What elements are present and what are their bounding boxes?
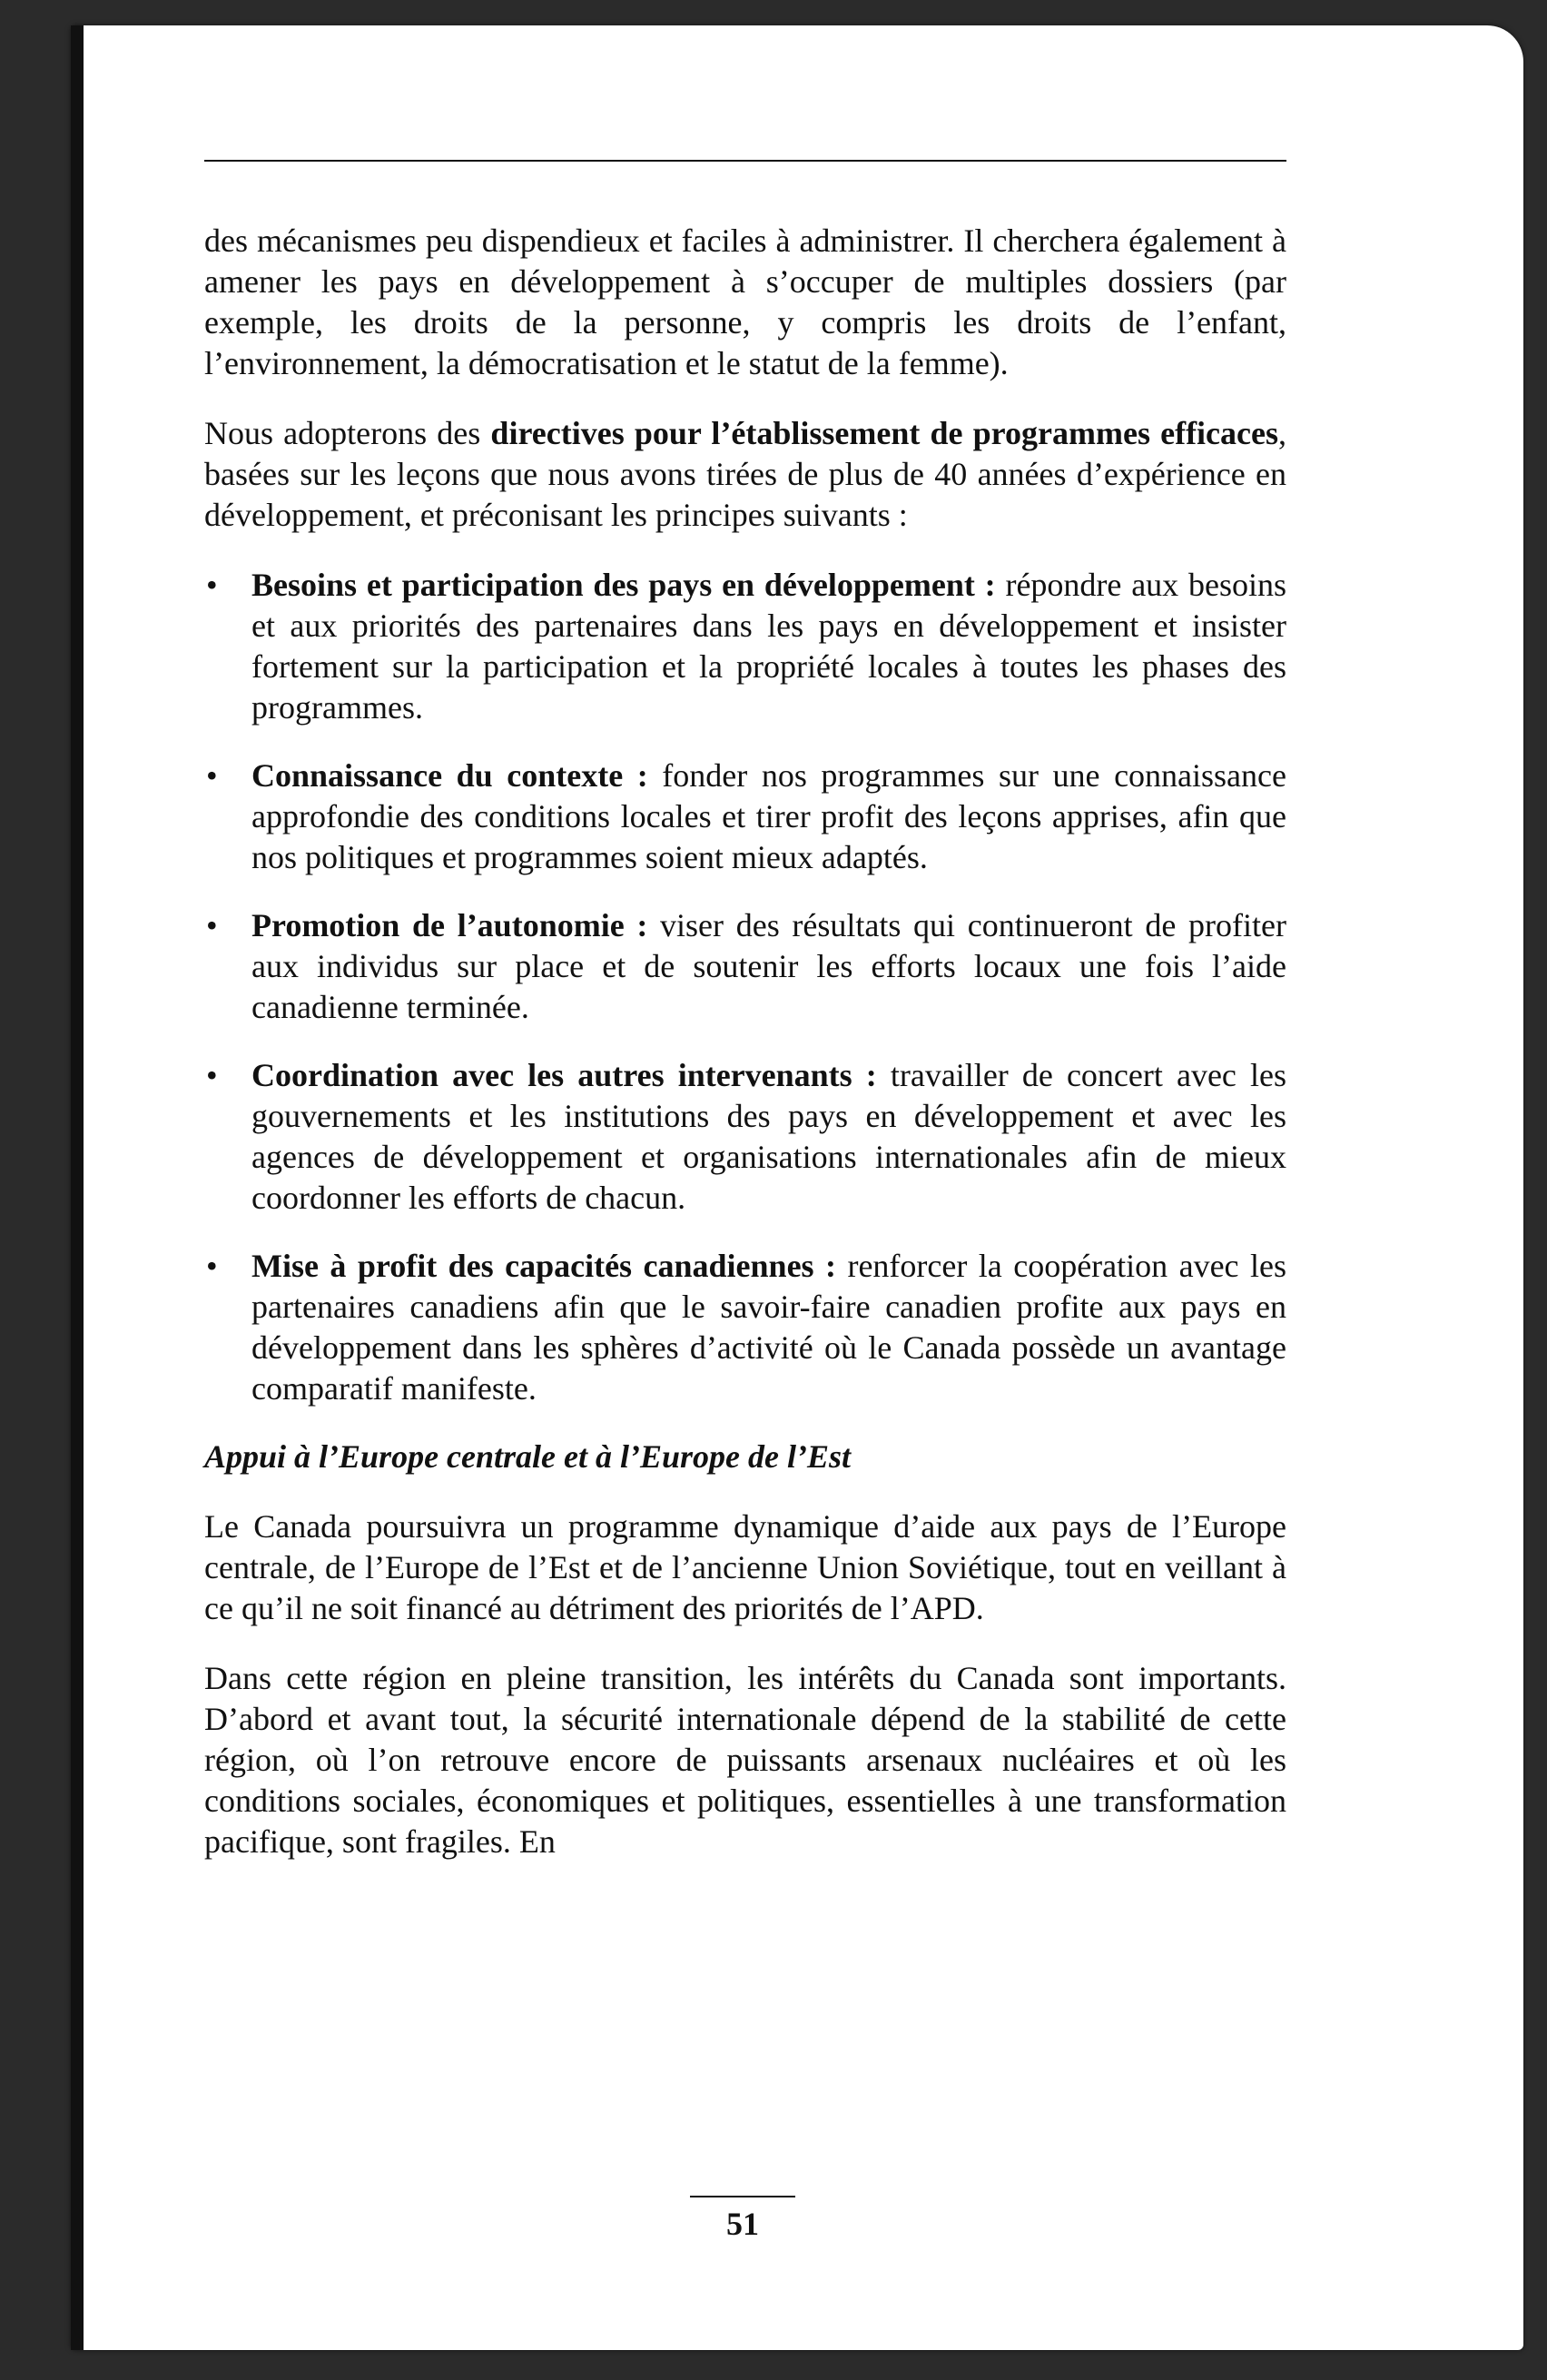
directives-paragraph: Nous adopterons des directives pour l’établissement de programmes efficaces, basées sur les leçons que nous avons tirées de plus de 40 années d’expérience en développement, et préconisant les principes suivants : [204, 415, 1287, 533]
bullet-icon: • [206, 757, 218, 794]
section-heading: Appui à l’Europe centrale et à l’Europe de l’Est [204, 1438, 852, 1475]
scan-binding-edge [71, 25, 84, 2350]
principle-term: Coordination avec les autres intervenants : [251, 1057, 877, 1093]
page-number: 51 [726, 2206, 759, 2242]
principle-text: fonder nos programmes sur une connaissance approfondie des conditions locales et tirer profit des leçons apprises, afin que nos politiques et programmes soient mieux adaptés. [251, 757, 1286, 875]
bullet-icon: • [206, 1057, 218, 1093]
directives-emphasis: directives pour l’établissement de programmes efficaces [490, 415, 1279, 451]
header-rule [204, 160, 1286, 162]
principle-term: Promotion de l’autonomie : [251, 907, 648, 943]
bullet-icon: • [206, 907, 218, 943]
list-item [204, 1246, 1286, 1409]
bullet-icon: • [206, 1248, 218, 1284]
principle-term: Mise à profit des capacités canadiennes : [251, 1248, 836, 1284]
principle-text: travailler de concert avec les gouvernements et les institutions des pays en développement et avec les agences de développement et organisations internationales afin de mieux coordonner les efforts de chacun. [251, 1057, 1286, 1216]
europe-paragraph-2: Dans cette région en pleine transition, les intérêts du Canada sont importants. D’abord et avant tout, la sécurité internationale dépend de la stabilité de cette région, où l’on retrouve encore de puissants arsenaux nucléaires et où les conditions sociales, économiques et politiques, essentielles à une transformation pacifique, sont fragiles. En [204, 1660, 1286, 1860]
list-item [204, 905, 1286, 1028]
europe-paragraph-1: Le Canada poursuivra un programme dynamique d’aide aux pays de l’Europe centrale, de l’Europe de l’Est et de l’ancienne Union Soviétique, tout en veillant à ce qu’il ne soit financé au détriment des priorités de l’APD. [204, 1508, 1286, 1626]
intro-paragraph: des mécanismes peu dispendieux et faciles à administrer. Il cherchera également à amener les pays en développement à s’occuper de multiples dossiers (par exemple, les droits de la personne, y compris les droits de l’enfant, l’environnement, la démocratisation et le statut de la femme). [204, 222, 1286, 381]
principles-list [204, 565, 1286, 1409]
list-item [204, 755, 1286, 878]
principle-term: Connaissance du contexte : [251, 757, 648, 794]
principle-text: répondre aux besoins et aux priorités des partenaires dans les pays en développement et insister fortement sur la participation et la propriété locales à toutes les phases des programmes. [251, 567, 1286, 726]
list-item [204, 565, 1286, 728]
list-item [204, 1055, 1286, 1219]
principle-text: viser des résultats qui continueront de profiter aux individus sur place et de soutenir les efforts locaux une fois l’aide canadienne terminée. [251, 907, 1286, 1025]
page-body [204, 221, 1286, 1891]
bullet-icon: • [206, 567, 218, 603]
footer-rule [690, 2196, 795, 2197]
document-page [71, 25, 1523, 2350]
principle-text: renforcer la coopération avec les partenaires canadiens afin que le savoir-faire canadien profite aux pays en développement dans les sphères d’activité où le Canada possède un avantage comparatif manifeste. [251, 1248, 1286, 1407]
principle-term: Besoins et participation des pays en développement : [251, 567, 996, 603]
